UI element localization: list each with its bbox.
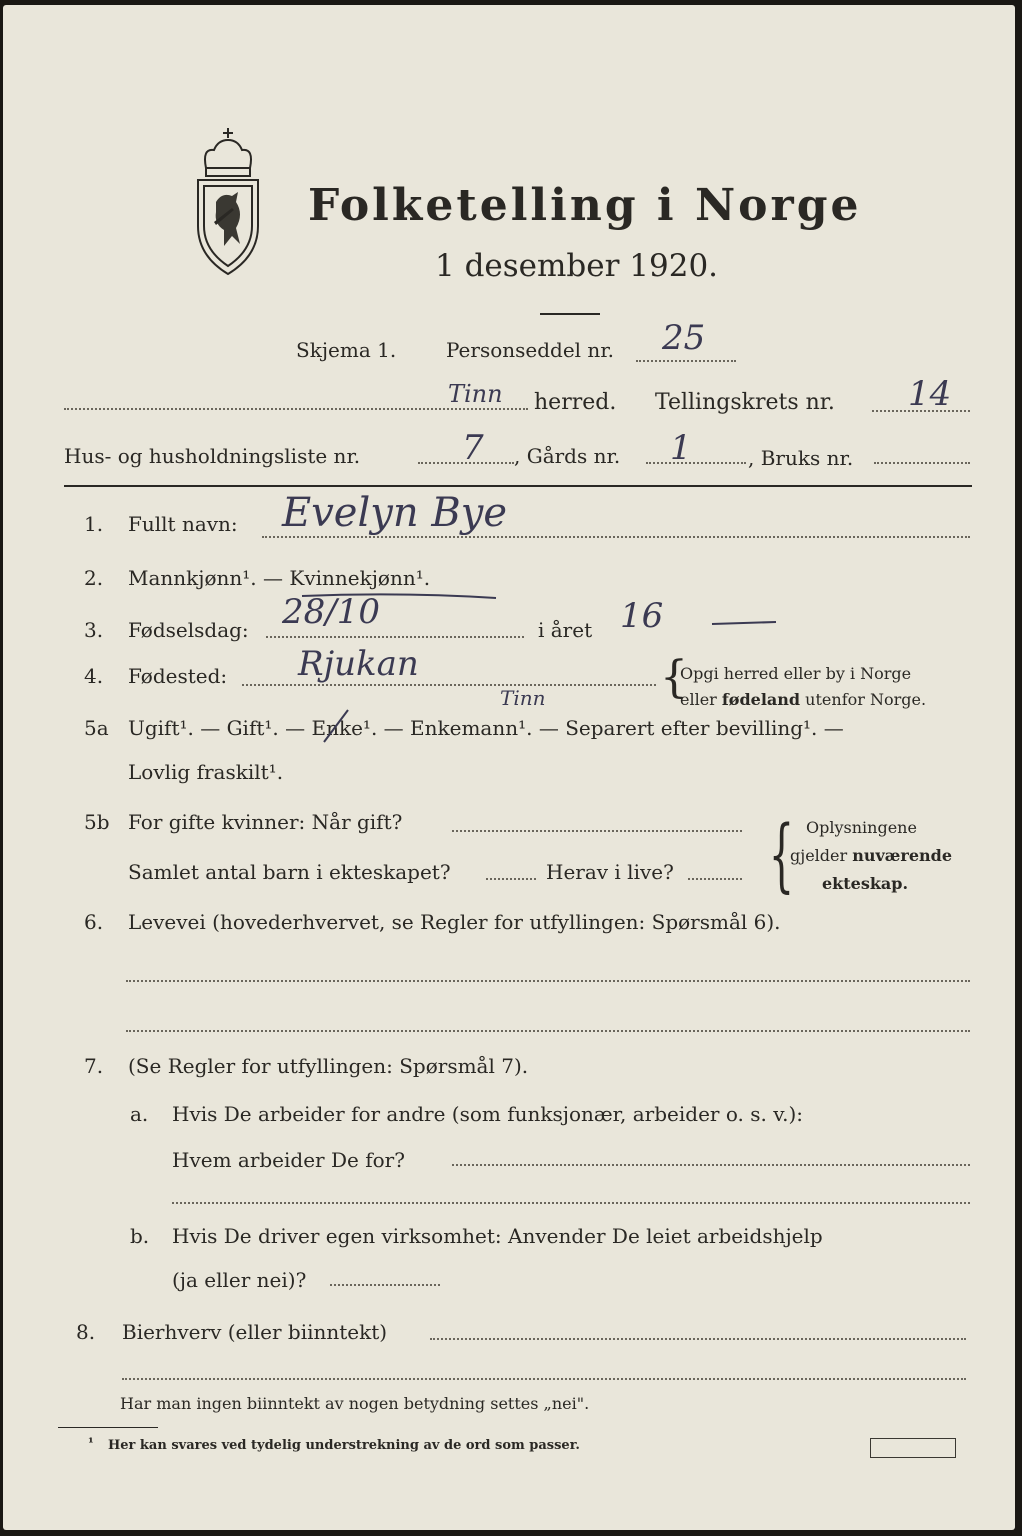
header-divider xyxy=(64,485,972,487)
skjema-label: Skjema 1. xyxy=(296,338,397,362)
personseddel-label: Personseddel nr. xyxy=(446,338,615,362)
children-alive-field[interactable] xyxy=(688,878,742,880)
q5b-number: 5b xyxy=(84,810,110,834)
herred-field[interactable] xyxy=(64,408,528,410)
q4-label: Fødested: xyxy=(128,664,228,688)
side-income-field-2[interactable] xyxy=(122,1378,966,1380)
birthdate-value: 28/10 xyxy=(282,592,380,632)
printer-stamp xyxy=(870,1438,956,1458)
herred-label: herred. xyxy=(534,390,617,415)
occupation-field-1[interactable] xyxy=(126,980,970,982)
bruks-field[interactable] xyxy=(874,462,970,464)
q3-number: 3. xyxy=(84,618,104,642)
q3-label: Fødselsdag: xyxy=(128,618,249,642)
employer-field-2[interactable] xyxy=(172,1202,970,1204)
q5a-label: Ugift¹. — Gift¹. — Enke¹. — Enkemann¹. — Separert efter bevilling¹. — xyxy=(128,716,844,740)
q8-label: Bierhverv (eller biinntekt) xyxy=(122,1320,388,1344)
q5b-label: For gifte kvinner: Når gift? xyxy=(128,810,403,834)
enke-strike-mark xyxy=(316,706,356,746)
bruks-label: , Bruks nr. xyxy=(748,446,854,470)
q7a-label-2: Hvem arbeider De for? xyxy=(172,1148,405,1172)
birthplace-value-above: Tinn xyxy=(500,686,546,710)
side-income-field-1[interactable] xyxy=(430,1338,966,1340)
q5b-note-line1: Oplysningene xyxy=(806,818,917,837)
q5b-label-2: Samlet antal barn i ekteskapet? xyxy=(128,860,451,884)
footnote-divider xyxy=(58,1427,158,1428)
q7a-label: Hvis De arbeider for andre (som funksjonær, arbeider o. s. v.): xyxy=(172,1102,804,1126)
q6-number: 6. xyxy=(84,910,104,934)
footer-note: Har man ingen biinntekt av nogen betydning settes „nei". xyxy=(120,1394,590,1413)
q1-label: Fullt navn: xyxy=(128,512,238,536)
children-count-field[interactable] xyxy=(486,878,536,880)
q4-note-line1: Opgi herred eller by i Norge xyxy=(680,664,912,683)
q2-label: Mannkjønn¹. — Kvinnekjønn¹. xyxy=(128,566,431,590)
q7-label: (Se Regler for utfyllingen: Spørsmål 7). xyxy=(128,1054,529,1078)
birth-year-value: 16 xyxy=(620,596,664,636)
q8-number: 8. xyxy=(76,1320,96,1344)
q7-number: 7. xyxy=(84,1054,104,1078)
personseddel-field[interactable] xyxy=(636,360,736,362)
husliste-label: Hus- og husholdningsliste nr. xyxy=(64,444,361,468)
personseddel-value: 25 xyxy=(662,318,706,358)
hired-help-field[interactable] xyxy=(330,1284,440,1286)
birth-year-label: i året xyxy=(538,618,593,642)
birth-year-dash-mark xyxy=(710,618,780,630)
q5b-note-brace: { xyxy=(768,808,795,901)
q4-number: 4. xyxy=(84,664,104,688)
q6-label: Levevei (hovederhvervet, se Regler for utfyllingen: Spørsmål 6). xyxy=(128,910,781,934)
full-name-field[interactable] xyxy=(262,536,970,538)
tellingskrets-label: Tellingskrets nr. xyxy=(655,390,835,415)
gards-value: 1 xyxy=(670,428,692,468)
q5a-label-2: Lovlig fraskilt¹. xyxy=(128,760,284,784)
footnote-text: Her kan svares ved tydelig understrekning av de ord som passer. xyxy=(108,1438,580,1453)
gards-field[interactable] xyxy=(646,462,746,464)
q7b-label: Hvis De driver egen virksomhet: Anvender De leiet arbeidshjelp xyxy=(172,1224,823,1248)
herred-value: Tinn xyxy=(448,380,503,408)
census-date: 1 desember 1920. xyxy=(435,248,719,284)
q4-note-brace: { xyxy=(660,652,688,703)
when-married-field[interactable] xyxy=(452,830,742,832)
gards-label: , Gårds nr. xyxy=(514,444,621,468)
husliste-value: 7 xyxy=(462,428,484,468)
birthplace-field[interactable] xyxy=(242,684,656,686)
q1-number: 1. xyxy=(84,512,104,536)
q4-note-line2: eller fødeland utenfor Norge. xyxy=(680,690,927,709)
birthplace-value: Rjukan xyxy=(298,644,419,684)
q5b-label-3: Herav i live? xyxy=(546,860,674,884)
q5b-note-line2: gjelder nuværende xyxy=(790,846,953,865)
occupation-field-2[interactable] xyxy=(126,1030,970,1032)
employer-field-1[interactable] xyxy=(452,1164,970,1166)
q2-number: 2. xyxy=(84,566,104,590)
coat-of-arms-icon xyxy=(188,126,268,278)
tellingskrets-value: 14 xyxy=(908,374,952,414)
q7a-number: a. xyxy=(130,1102,149,1126)
q7b-label-2: (ja eller nei)? xyxy=(172,1268,307,1292)
q5a-number: 5a xyxy=(84,716,109,740)
birthdate-field[interactable] xyxy=(266,636,524,638)
form-title: Folketelling i Norge xyxy=(308,180,862,231)
full-name-value: Evelyn Bye xyxy=(282,490,507,536)
footnote-mark: ¹ xyxy=(88,1436,94,1451)
title-divider xyxy=(540,313,600,315)
q5b-note-line3: ekteskap. xyxy=(822,874,909,893)
q7b-number: b. xyxy=(130,1224,150,1248)
